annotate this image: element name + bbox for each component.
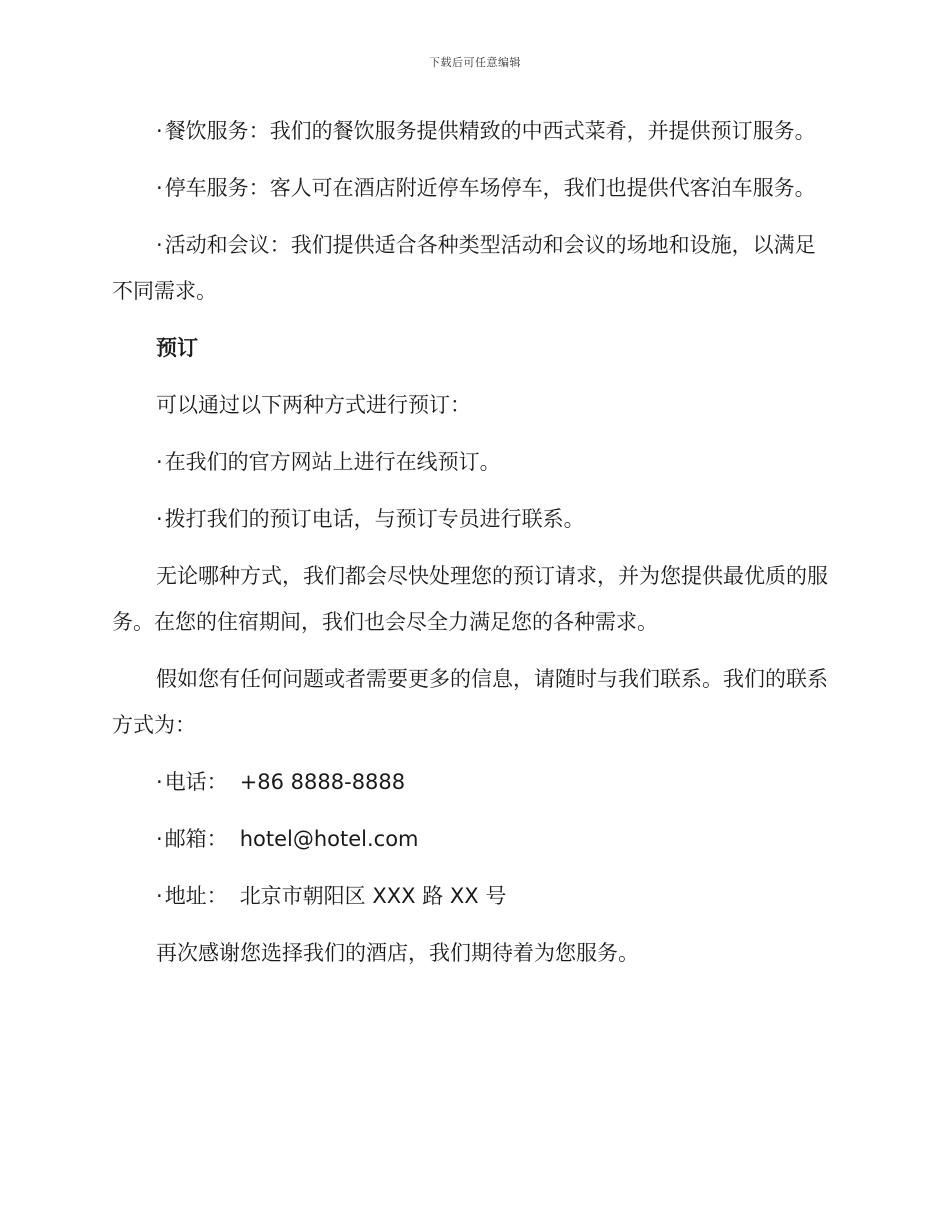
contact-email: [112, 816, 832, 862]
bullet-mark: ·: [156, 450, 163, 474]
bullet-mark: ·: [156, 827, 163, 851]
bullet-mark: ·: [156, 507, 163, 531]
service-label: 活动和会议：: [164, 233, 291, 257]
bullet-mark: ·: [156, 119, 163, 143]
booking-method-online: [112, 439, 832, 485]
service-dining: [112, 108, 832, 154]
booking-heading: 预订: [156, 336, 198, 360]
booking-method-text: 拨打我们的预订电话，与预订专员进行联系。: [164, 507, 585, 531]
bullet-mark: ·: [156, 770, 163, 794]
service-events: [112, 222, 832, 314]
service-text: 客人可在酒店附近停车场停车，我们也提供代客泊车服务。: [269, 176, 816, 200]
contact-label: 邮箱：: [164, 827, 228, 851]
closing-remark: 再次感谢您选择我们的酒店，我们期待着为您服务。: [156, 941, 639, 965]
service-label: 餐饮服务：: [164, 119, 270, 143]
booking-method-text: 在我们的官方网站上进行在线预订。: [164, 450, 501, 474]
service-text: 我们的餐饮服务提供精致的中西式菜肴，并提供预订服务。: [269, 119, 816, 143]
contact-address: [112, 873, 832, 919]
document-body: [112, 108, 832, 987]
contact-phone: [112, 759, 832, 805]
bullet-mark: ·: [156, 233, 163, 257]
contact-label: 地址：: [164, 884, 228, 908]
contact-label: 电话：: [164, 770, 228, 794]
service-label: 停车服务：: [164, 176, 270, 200]
contact-address-value: 北京市朝阳区 XXX 路 XX 号: [239, 884, 507, 908]
page-header-note: 下载后可任意编辑: [429, 56, 521, 69]
contact-intro: 假如您有任何问题或者需要更多的信息，请随时与我们联系。我们的联系方式为：: [112, 667, 828, 737]
contact-phone-value: +86 8888-8888: [239, 770, 406, 794]
booking-intro: 可以通过以下两种方式进行预订：: [156, 393, 471, 417]
bullet-mark: ·: [156, 176, 163, 200]
service-text: 我们提供适合各种类型活动和会议的场地和设施，以满足不同需求。: [112, 233, 816, 303]
booking-method-phone: [112, 496, 832, 542]
booking-assurance: 无论哪种方式，我们都会尽快处理您的预订请求，并为您提供最优质的服务。在您的住宿期间，我们也会尽全力满足您的各种需求。: [112, 564, 828, 634]
contact-email-value: hotel@hotel.com: [239, 827, 419, 851]
bullet-mark: ·: [156, 884, 163, 908]
service-parking: [112, 165, 832, 211]
